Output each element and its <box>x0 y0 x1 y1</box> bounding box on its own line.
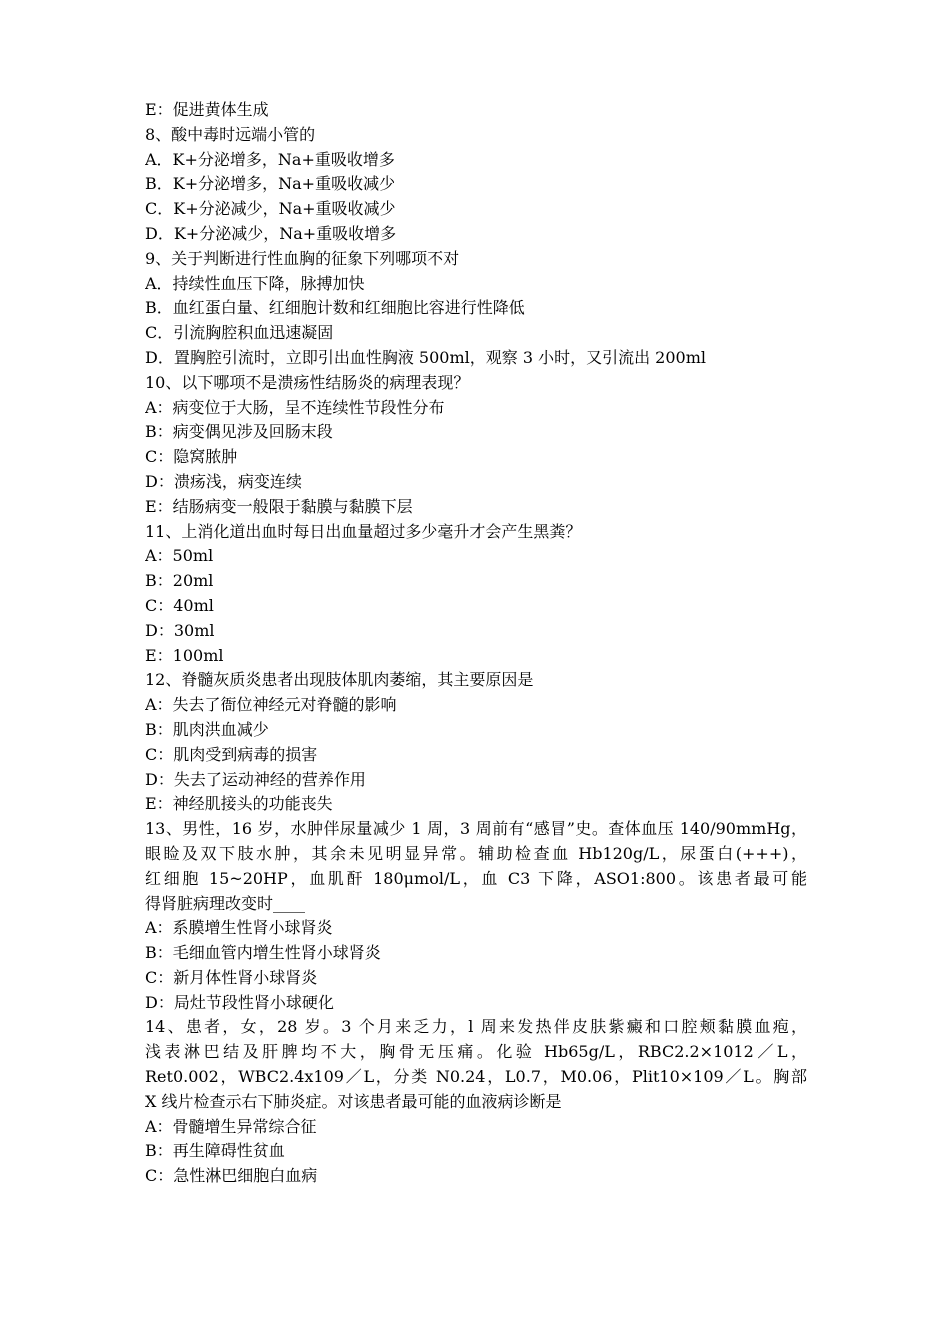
text-line: B：再生障碍性贫血 <box>145 1141 285 1161</box>
text-line: A．K+分泌增多，Na+重吸收增多 <box>145 149 395 169</box>
text-line: 眼睑及双下肢水肿，其余未见明显异常。辅助检查血 Hb120g/L，尿蛋白(+++)， <box>145 843 807 863</box>
text-line: C．K+分泌减少，Na+重吸收减少 <box>145 199 396 219</box>
text-line: 红细胞 15~20HP，血肌酐 180μmol/L，血 C3 下降，ASO1:800。该患者最可能 <box>145 868 807 888</box>
text-line: B：病变偶见涉及回肠末段 <box>145 422 333 442</box>
document-page <box>145 98 807 1189</box>
text-line: D．置胸腔引流时，立即引出血性胸液 500ml，观察 3 小时，又引流出 200ml <box>145 347 707 367</box>
text-line: A：骨髓增生异常综合征 <box>145 1116 317 1136</box>
text-line: A：系膜增生性肾小球肾炎 <box>145 918 333 938</box>
text-line: B．K+分泌增多，Na+重吸收减少 <box>145 174 396 194</box>
text-line: D：失去了运动神经的营养作用 <box>145 769 366 789</box>
text-line: B：毛细血管内增生性肾小球肾炎 <box>145 943 381 963</box>
text-line: B．血红蛋白量、红细胞计数和红细胞比容进行性降低 <box>145 298 525 318</box>
text-line: C：40ml <box>145 595 214 615</box>
text-line: A：失去了衙位神经元对脊髓的影响 <box>145 695 397 715</box>
text-line: A．持续性血压下降，脉搏加快 <box>145 273 365 293</box>
text-line: X 线片检查示右下肺炎症。对该患者最可能的血液病诊断是 <box>145 1091 562 1111</box>
text-line: E：100ml <box>145 645 224 665</box>
text-line: 得肾脏病理改变时____ <box>145 893 306 913</box>
text-line: 浅表淋巴结及肝脾均不大，胸骨无压痛。化验 Hb65g/L，RBC2.2×1012／L， <box>145 1042 807 1062</box>
text-line: D：溃疡浅，病变连续 <box>145 471 302 491</box>
text-line: 12、脊髓灰质炎患者出现肢体肌肉萎缩，其主要原因是 <box>145 670 534 690</box>
text-line: C：肌肉受到病毒的损害 <box>145 744 318 764</box>
text-line: B：肌肉洪血减少 <box>145 719 269 739</box>
text-line: 14、患者，女，28 岁。3 个月来乏力，l 周来发热伴皮肤紫癜和口腔颊黏膜血疱， <box>145 1017 807 1037</box>
text-line: C：隐窝脓肿 <box>145 447 238 467</box>
text-line: 11、上消化道出血时每日出血量超过多少毫升才会产生黑粪？ <box>145 521 582 541</box>
text-line: E：结肠病变一般限于黏膜与黏膜下层 <box>145 496 413 516</box>
text-line: C：新月体性肾小球肾炎 <box>145 967 318 987</box>
text-line: 8、酸中毒时远端小管的 <box>145 124 316 144</box>
text-line: E：神经肌接头的功能丧失 <box>145 794 333 814</box>
text-line: Ret0.002，WBC2.4x109／L，分类 N0.24，L0.7，M0.06，Plit10×109／L。胸部 <box>145 1067 807 1087</box>
text-line: C．引流胸腔积血迅速凝固 <box>145 323 334 343</box>
text-line: 13、男性，16 岁，水肿伴尿量减少 1 周，3 周前有“感冒”史。查体血压 140/90mmHg， <box>145 819 807 839</box>
text-line: A：50ml <box>145 546 214 566</box>
text-line: B：20ml <box>145 571 214 591</box>
text-line: D．K+分泌减少，Na+重吸收增多 <box>145 223 397 243</box>
text-line: C：急性淋巴细胞白血病 <box>145 1166 318 1186</box>
text-line: 9、关于判断进行性血胸的征象下列哪项不对 <box>145 248 460 268</box>
text-line: A：病变位于大肠，呈不连续性节段性分布 <box>145 397 445 417</box>
text-line: D：局灶节段性肾小球硬化 <box>145 992 334 1012</box>
text-line: D：30ml <box>145 620 215 640</box>
text-line: 10、以下哪项不是溃疡性结肠炎的病理表现？ <box>145 372 470 392</box>
text-line: E：促进黄体生成 <box>145 100 269 119</box>
